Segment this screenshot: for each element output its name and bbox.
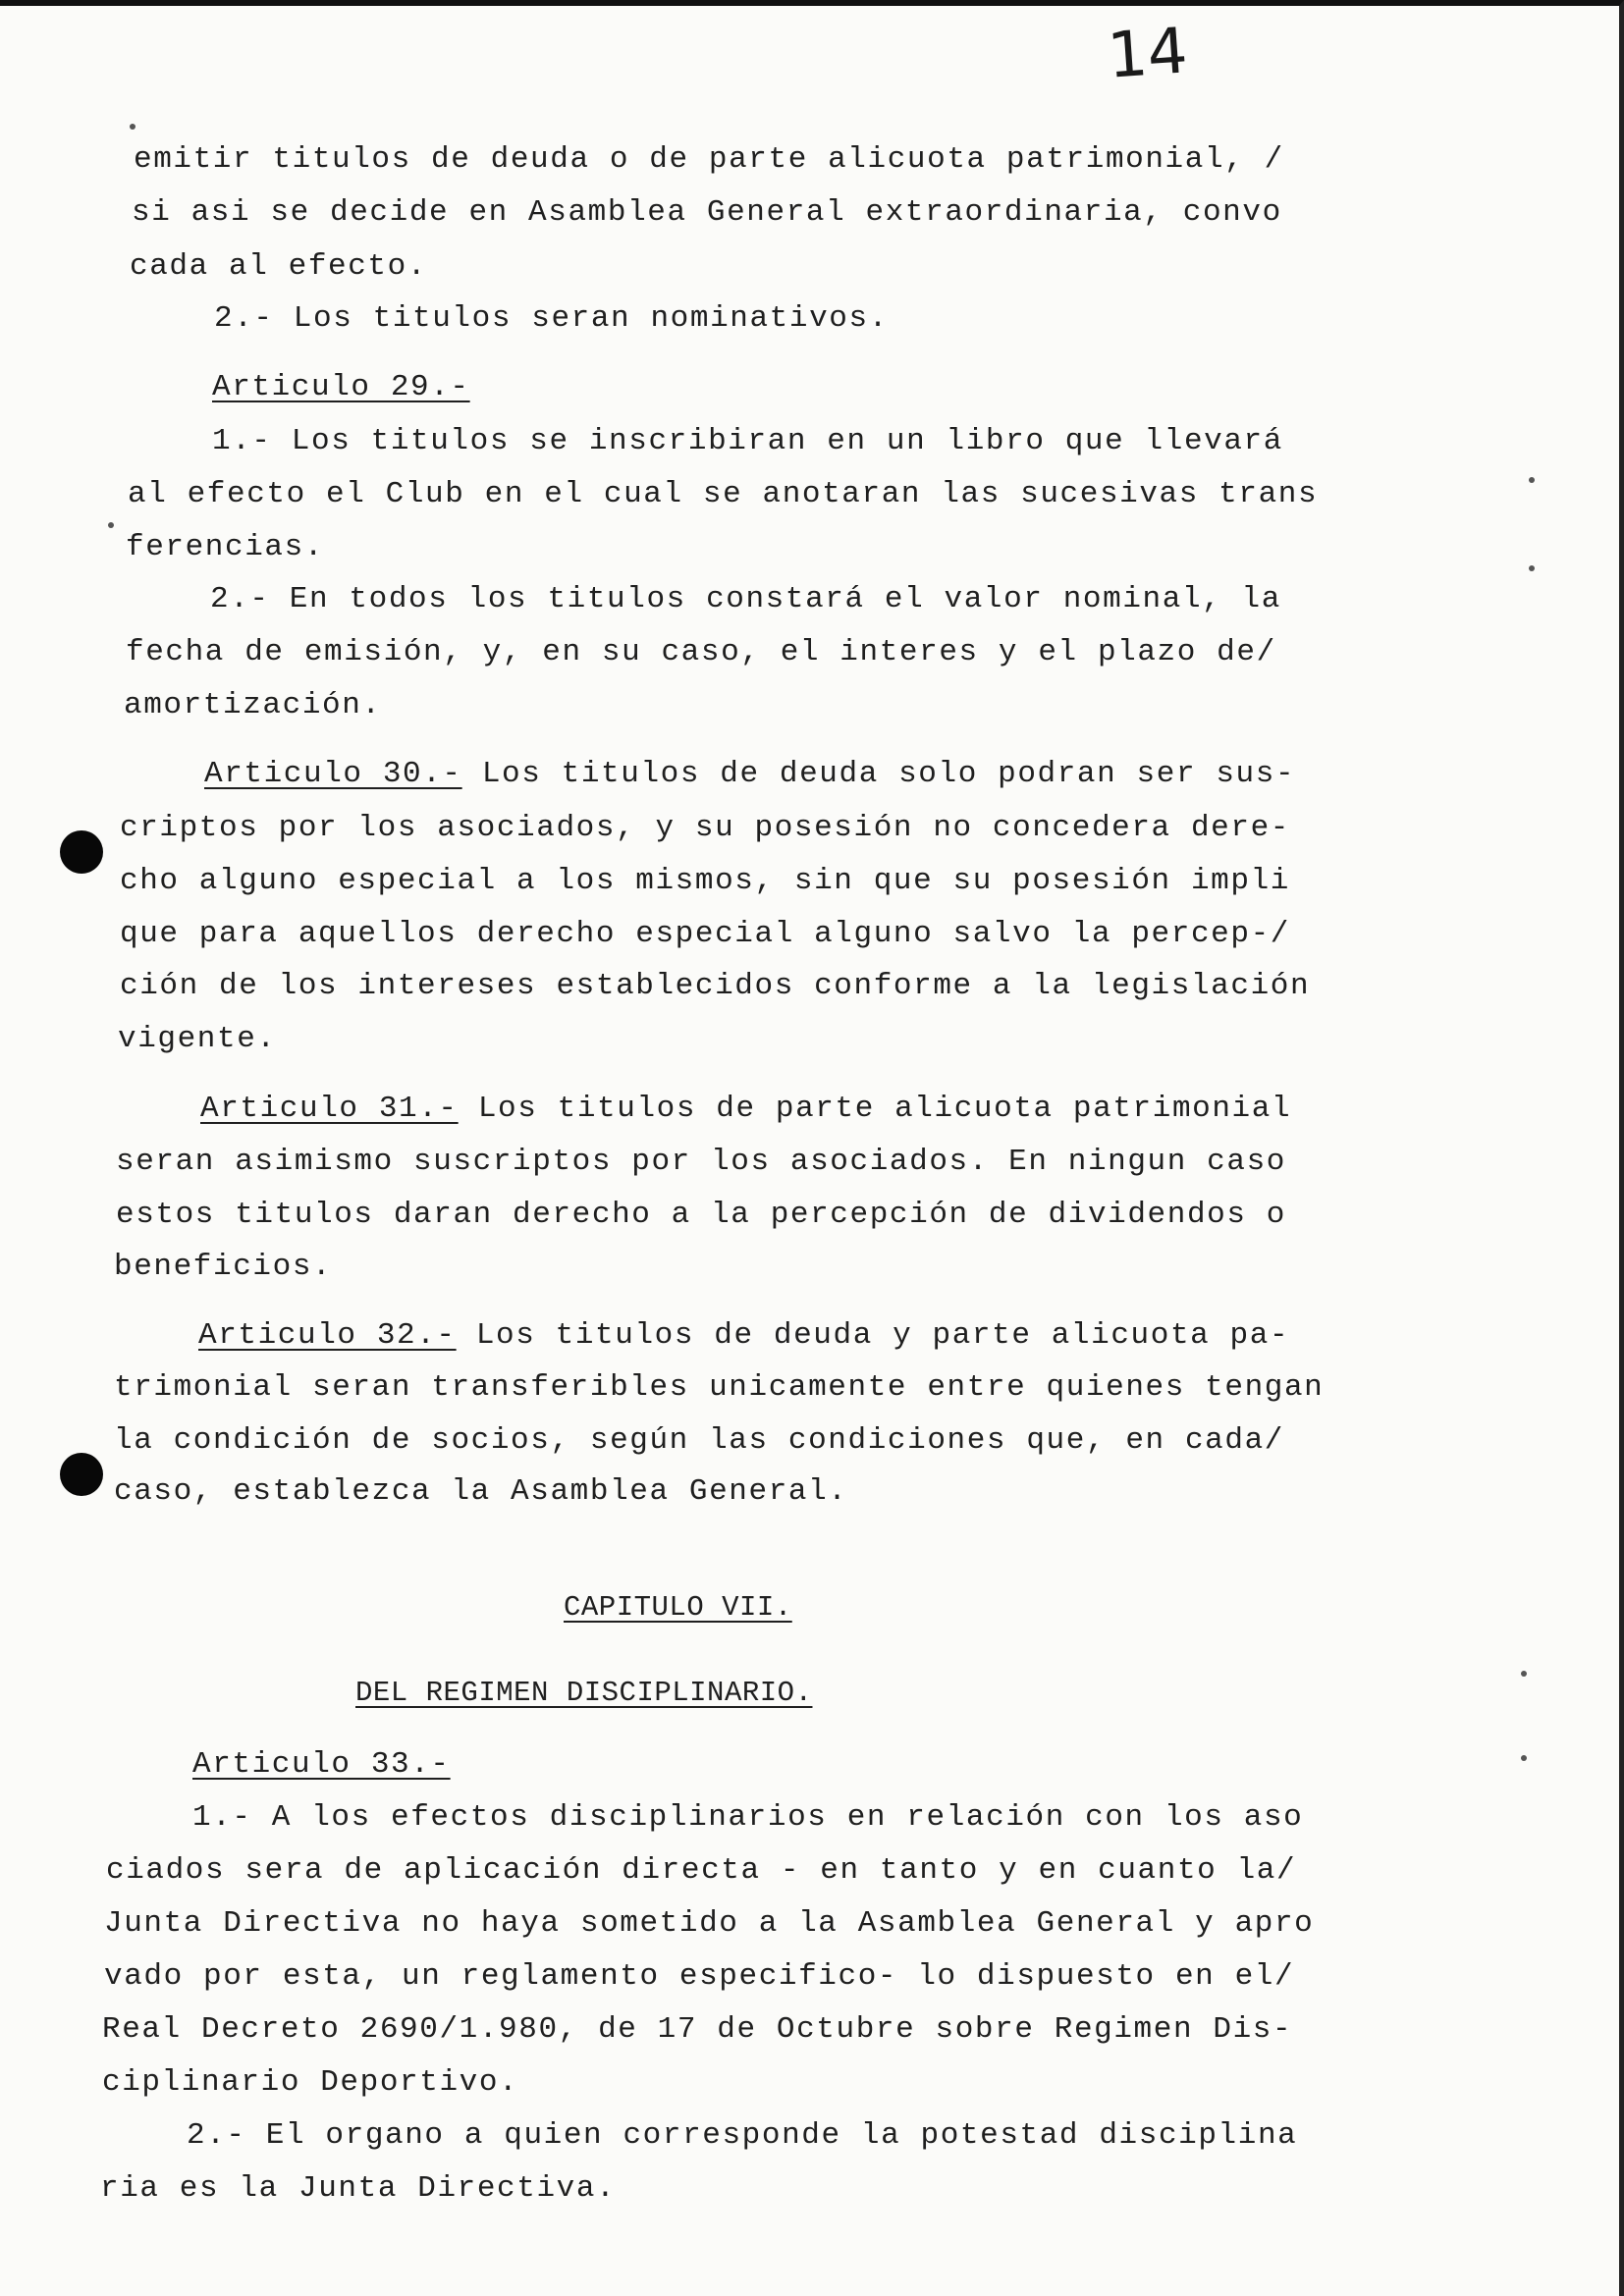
text-line: trimonial seran transferibles unicamente entre quienes tengan [114,1370,1325,1405]
text-line: vado por esta, un reglamento especifico- lo dispuesto en el/ [104,1959,1295,1994]
text-line [200,1090,1291,1129]
text-line: Junta Directiva no haya sometido a la Asamblea General y apro [104,1906,1315,1941]
text-run: Los titulos de parte alicuota patrimonial [458,1092,1292,1126]
text-line: si asi se decide en Asamblea General extraordinaria, convo [132,195,1282,230]
text-line: que para aquellos derecho especial alguno salvo la percep-/ [120,917,1290,951]
scan-speck [1529,565,1535,571]
text-line: criptos por los asociados, y su posesión no concedera dere- [120,811,1290,845]
article-heading: Articulo 29.- [212,370,470,404]
text-line: seran asimismo suscriptos por los asociados. En ningun caso [116,1145,1286,1179]
scan-speck [108,522,114,528]
text-run: Los titulos de deuda solo podran ser sus- [461,757,1296,791]
article-heading: Articulo 30.- [204,757,462,791]
chapter-number: CAPITULO VII. [564,1591,792,1624]
text-line: la condición de socios, según las condiciones que, en cada/ [114,1423,1284,1458]
article-heading: Articulo 32.- [198,1318,457,1353]
text-line: Real Decreto 2690/1.980, de 17 de Octubre sobre Regimen Dis- [102,2012,1293,2047]
text-line: amortización. [124,688,382,722]
chapter-title: DEL REGIMEN DISCIPLINARIO. [355,1677,813,1709]
scan-speck [1521,1755,1527,1761]
text-line: ción de los intereses establecidos conforme a la legislación [120,969,1311,1003]
scan-speck [1529,477,1535,483]
article-heading: Articulo 33.- [192,1747,451,1782]
text-line: 1.- Los titulos se inscribiran en un libro que llevará [212,424,1283,458]
scan-speck [130,124,135,130]
text-line: 2.- El organo a quien corresponde la potestad disciplina [187,2118,1298,2153]
text-line: cada al efecto. [130,249,428,284]
page-number: 14 [1105,15,1190,93]
text-line: 1.- A los efectos disciplinarios en relación con los aso [192,1800,1304,1835]
text-line [198,1316,1289,1356]
text-line: 2.- Los titulos seran nominativos. [214,301,889,336]
text-line: cho alguno especial a los mismos, sin que su posesión impli [120,864,1290,898]
text-line: fecha de emisión, y, en su caso, el interes y el plazo de/ [126,635,1276,669]
punch-hole [60,830,103,874]
text-line: beneficios. [114,1250,333,1284]
text-run: Los titulos de deuda y parte alicuota pa- [456,1318,1290,1353]
text-line: vigente. [118,1022,277,1056]
text-line [204,755,1295,794]
text-line: ferencias. [126,530,325,564]
text-line: 2.- En todos los titulos constará el valor nominal, la [210,582,1281,616]
punch-hole [60,1453,103,1496]
text-line: emitir titulos de deuda o de parte alicuota patrimonial, / [134,142,1284,177]
text-line: caso, establezca la Asamblea General. [114,1474,848,1509]
text-line: ria es la Junta Directiva. [100,2171,617,2206]
scan-speck [1521,1671,1527,1677]
text-line: al efecto el Club en el cual se anotaran las sucesivas trans [128,477,1319,511]
text-line: ciplinario Deportivo. [102,2065,519,2100]
text-line: estos titulos daran derecho a la percepción de dividendos o [116,1198,1286,1232]
article-heading: Articulo 31.- [200,1092,459,1126]
text-line: ciados sera de aplicación directa - en tanto y en cuanto la/ [106,1853,1297,1888]
